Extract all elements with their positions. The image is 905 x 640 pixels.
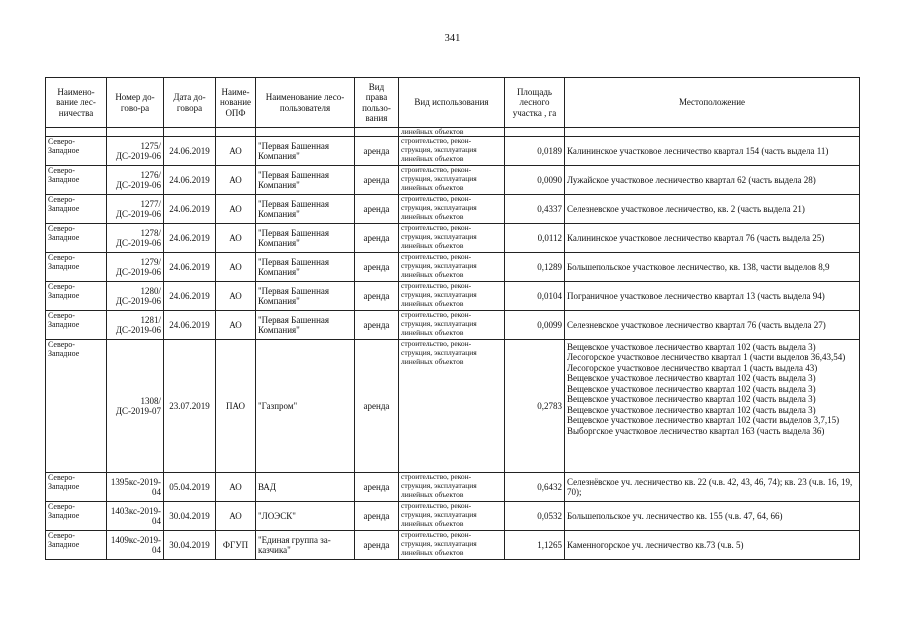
header-usage-type: Вид использования: [399, 78, 505, 128]
cell-right-type: аренда: [355, 195, 399, 224]
header-area-size: Площадь лесного участка , га: [505, 78, 565, 128]
cell-location: [565, 531, 860, 560]
cell-location: [565, 253, 860, 282]
cell-usage-type: строительство, рекон-струкция, эксплуатация линейных объектов: [399, 531, 505, 560]
cell-location: [565, 311, 860, 340]
cell-contract-number: 1279/ДС-2019-06: [107, 253, 164, 282]
cell-location: [565, 137, 860, 166]
cell-contract-date: 24.06.2019: [164, 282, 216, 311]
header-contract-date: Дата до-говора: [164, 78, 216, 128]
cell-forest-user: "Первая Башенная Компания": [256, 137, 355, 166]
table-row: [46, 311, 860, 340]
cell-contract-date: 24.06.2019: [164, 311, 216, 340]
table-row: [46, 224, 860, 253]
cell-area: Северо-Западное: [46, 340, 107, 473]
cell-usage-type: строительство, рекон-струкция, эксплуатация линейных объектов: [399, 166, 505, 195]
cell-area: Северо-Западное: [46, 311, 107, 340]
cell-usage-type: строительство, рекон-струкция, эксплуатация линейных объектов: [399, 502, 505, 531]
cell-forest-user: "Газпром": [256, 340, 355, 473]
cell-area: Северо-Западное: [46, 224, 107, 253]
location-line: Большепольское уч. лесничество кв. 155 (ч.в. 47, 64, 66): [567, 510, 783, 521]
location-line: Вещевское участковое лесничество квартал 102 (части выделов 3,7,15) Выборгское участковое лесничество квартал 163 (часть выдела 36): [567, 415, 840, 436]
page-number: 341: [444, 33, 461, 44]
location-line: Лужайское участковое лесничество квартал 62 (часть выдела 28): [567, 174, 816, 185]
cell-opf: АО: [216, 502, 256, 531]
table-row: [46, 502, 860, 531]
cell-contract-number: 1277/ДС-2019-06: [107, 195, 164, 224]
cell-contract-date: 30.04.2019: [164, 502, 216, 531]
cell-location: [565, 195, 860, 224]
cell-right-type: аренда: [355, 531, 399, 560]
cell-right-type: аренда: [355, 224, 399, 253]
location-line: Калининское участковое лесничество квартал 154 (часть выдела 11): [567, 145, 829, 156]
cell-contract-date: 23.07.2019: [164, 340, 216, 473]
cell-right-type: аренда: [355, 311, 399, 340]
cell-contract-number: 1275/ДС-2019-06: [107, 137, 164, 166]
cell-contract-date: 05.04.2019: [164, 473, 216, 502]
cell-forest-user: "Первая Башенная Компания": [256, 282, 355, 311]
cell-right-type: аренда: [355, 253, 399, 282]
location-line: Селезнёвское уч. лесничество кв. 22 (ч.в. 42, 43, 46, 74); кв. 23 (ч.в. 16, 19, 70);: [567, 476, 853, 497]
cell-right-type: аренда: [355, 502, 399, 531]
cell-area: Северо-Западное: [46, 502, 107, 531]
cell-usage-type: строительство, рекон-струкция, эксплуатация линейных объектов: [399, 253, 505, 282]
table-row: [46, 253, 860, 282]
cell-location: [565, 340, 860, 473]
cell-contract-number: 1395кс-2019-04: [107, 473, 164, 502]
location-line: Вещевское участковое лесничество квартал 102 (часть выдела 3): [567, 394, 816, 405]
cell-location: [565, 473, 860, 502]
cell-forest-user: "Первая Башенная Компания": [256, 166, 355, 195]
cell-forest-user: "ЛОЭСК": [256, 502, 355, 531]
cell-area-size: 0,1289: [505, 253, 565, 282]
cell-area-size: 0,6432: [505, 473, 565, 502]
cell-usage-type: строительство, рекон-струкция, эксплуатация линейных объектов: [399, 473, 505, 502]
cell-area-size: 0,0189: [505, 137, 565, 166]
cell-right-type: аренда: [355, 282, 399, 311]
cell-opf: ПАО: [216, 340, 256, 473]
header-right-type: Вид права пользо-вания: [355, 78, 399, 128]
cell-usage-type: строительство, рекон-струкция, эксплуатация линейных объектов: [399, 340, 505, 473]
cell-right-type: аренда: [355, 473, 399, 502]
cell-contract-number: 1280/ДС-2019-06: [107, 282, 164, 311]
table-row: [46, 531, 860, 560]
location-line: Калининское участковое лесничество квартал 76 (часть выдела 25): [567, 232, 825, 243]
continuation-row: [46, 128, 860, 137]
cell-area: Северо-Западное: [46, 282, 107, 311]
cell-forest-user: "Первая Башенная Компания": [256, 253, 355, 282]
cell-area-size: 0,0532: [505, 502, 565, 531]
location-line: Селезневское участковое лесничество квартал 76 (часть выдела 27): [567, 319, 826, 330]
cell-forest-user: "Единая группа за-казчика": [256, 531, 355, 560]
location-line: Вещевское участковое лесничество квартал 102 (часть выдела 3): [567, 373, 816, 384]
location-line: Вещевское участковое лесничество квартал 102 (часть выдела 3): [567, 342, 816, 352]
cell-area-size: 0,0104: [505, 282, 565, 311]
cell-contract-date: 24.06.2019: [164, 137, 216, 166]
cell-opf: АО: [216, 195, 256, 224]
cell-right-type: аренда: [355, 166, 399, 195]
cell-area: Северо-Западное: [46, 253, 107, 282]
location-line: Селезневское участковое лесничество, кв. 2 (часть выдела 21): [567, 203, 805, 214]
table-row: [46, 166, 860, 195]
cell-opf: АО: [216, 473, 256, 502]
location-line: Пограничное участковое лесничество квартал 13 (часть выдела 94): [567, 290, 825, 301]
cell-forest-user: "Первая Башенная Компания": [256, 195, 355, 224]
cell-usage-type: строительство, рекон-струкция, эксплуатация линейных объектов: [399, 311, 505, 340]
cell-forest-user: "Первая Башенная Компания": [256, 311, 355, 340]
cell-opf: ФГУП: [216, 531, 256, 560]
cell-right-type: аренда: [355, 137, 399, 166]
location-line: Вещевское участковое лесничество квартал 102 (часть выдела 3): [567, 404, 816, 415]
table-row: [46, 195, 860, 224]
continuation-usage-text: линейных объектов: [399, 128, 505, 137]
cell-forest-user: ВАД: [256, 473, 355, 502]
location-line: Каменногорское уч. лесничество кв.73 (ч.в. 5): [567, 539, 744, 550]
cell-contract-number: 1308/ДС-2019-07: [107, 340, 164, 473]
cell-area: Северо-Западное: [46, 166, 107, 195]
header-forest-user: Наименование лесо-пользователя: [256, 78, 355, 128]
cell-location: [565, 282, 860, 311]
cell-opf: АО: [216, 137, 256, 166]
cell-contract-date: 24.06.2019: [164, 253, 216, 282]
header-location: Местоположение: [565, 78, 860, 128]
cell-area-size: 0,0099: [505, 311, 565, 340]
cell-opf: АО: [216, 282, 256, 311]
cell-opf: АО: [216, 166, 256, 195]
cell-right-type: аренда: [355, 340, 399, 473]
cell-contract-number: 1403кс-2019-04: [107, 502, 164, 531]
cell-area-size: 1,1265: [505, 531, 565, 560]
header-contract-number: Номер до-гово-ра: [107, 78, 164, 128]
header-opf: Наиме-нование ОПФ: [216, 78, 256, 128]
table-row: [46, 473, 860, 502]
cell-location: [565, 502, 860, 531]
cell-usage-type: строительство, рекон-струкция, эксплуатация линейных объектов: [399, 282, 505, 311]
cell-contract-number: 1276/ДС-2019-06: [107, 166, 164, 195]
cell-location: [565, 166, 860, 195]
table-header-row: [46, 78, 860, 128]
forest-lease-table: [45, 77, 860, 560]
cell-opf: АО: [216, 224, 256, 253]
table-row: [46, 340, 860, 473]
cell-opf: АО: [216, 311, 256, 340]
cell-forest-user: "Первая Башенная Компания": [256, 224, 355, 253]
location-line: Лесогорское участковое лесничество квартал 1 (части выделов 36,43,54): [567, 352, 846, 363]
cell-usage-type: строительство, рекон-струкция, эксплуатация линейных объектов: [399, 224, 505, 253]
location-line: Большепольское участковое лесничество, кв. 138, части выделов 8,9: [567, 261, 830, 272]
cell-area-size: 0,0112: [505, 224, 565, 253]
cell-contract-number: 1278/ДС-2019-06: [107, 224, 164, 253]
cell-usage-type: строительство, рекон-струкция, эксплуатация линейных объектов: [399, 137, 505, 166]
cell-area: Северо-Западное: [46, 137, 107, 166]
cell-area: Северо-Западное: [46, 195, 107, 224]
cell-area: Северо-Западное: [46, 473, 107, 502]
cell-contract-date: 24.06.2019: [164, 166, 216, 195]
cell-contract-date: 30.04.2019: [164, 531, 216, 560]
header-area: Наимено-вание лес-ничества: [46, 78, 107, 128]
cell-contract-number: 1281/ДС-2019-06: [107, 311, 164, 340]
cell-contract-number: 1409кс-2019-04: [107, 531, 164, 560]
cell-usage-type: строительство, рекон-струкция, эксплуатация линейных объектов: [399, 195, 505, 224]
location-line: Вещевское участковое лесничество квартал 102 (часть выдела 3): [567, 383, 816, 394]
cell-location: [565, 224, 860, 253]
cell-area-size: 0,4337: [505, 195, 565, 224]
cell-opf: АО: [216, 253, 256, 282]
cell-area-size: 0,2783: [505, 340, 565, 473]
location-line: Лесогорское участковое лесничество квартал 1 (часть выдела 43): [567, 362, 818, 373]
cell-contract-date: 24.06.2019: [164, 224, 216, 253]
table-row: [46, 137, 860, 166]
cell-area: Северо-Западное: [46, 531, 107, 560]
table-row: [46, 282, 860, 311]
cell-contract-date: 24.06.2019: [164, 195, 216, 224]
cell-area-size: 0,0090: [505, 166, 565, 195]
